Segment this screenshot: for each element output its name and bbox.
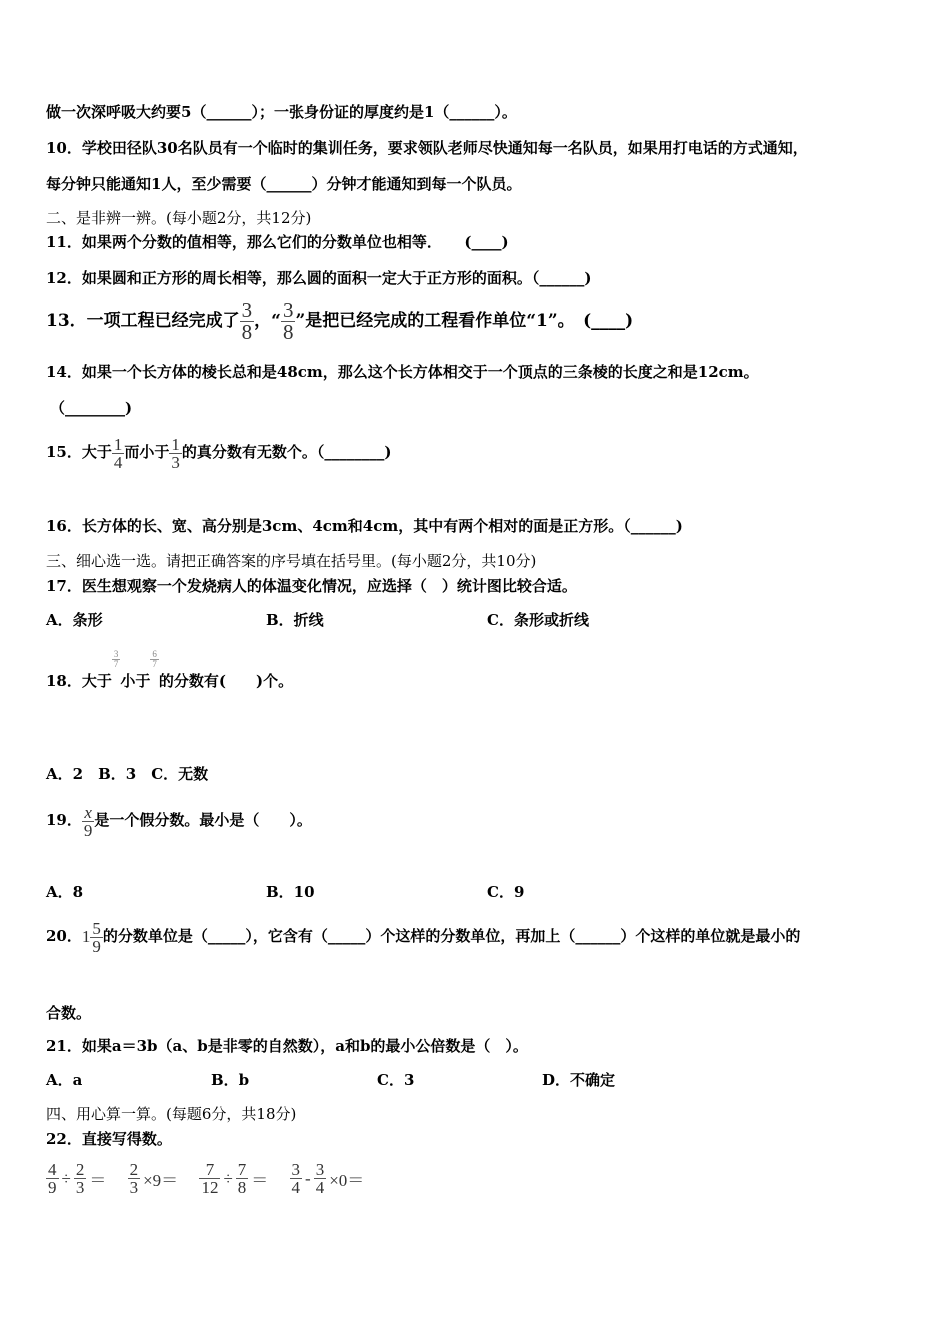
question-20 [46,914,800,959]
q15-suffix: 的真分数有无数个。（________) [181,443,392,461]
q17-option-a: A．条形 [46,611,103,629]
q18-fraction-2: $\frac{6}{7}$ [152,649,157,669]
question-20-line2: 合数。 [46,1004,92,1022]
question-21: 21．如果a＝3b（a、b是非零的自然数），a和b的最小公倍数是（ ）。 [46,1037,528,1055]
question-18 [46,649,294,710]
q18-suffix: 的分数有( )个。 [158,672,294,690]
q18-options: A．2 B．3 C．无数 [46,765,209,783]
question-17: 17．医生想观察一个发烧病人的体温变化情况，应选择（ ）统计图比较合适。 [46,577,577,595]
q18-fraction-1: $\frac{3}{7}$ [113,649,119,669]
q21-option-c: C．3 [377,1071,415,1089]
calc-item-2: $\frac{2}{3}$ ×9＝ [129,1160,179,1197]
q17-option-c: C．条形或折线 [487,611,589,629]
calculation-row [46,1160,381,1196]
question-22: 22．直接写得数。 [46,1130,172,1148]
question-11: 11．如果两个分数的值相等，那么它们的分数单位也相等． (____) [46,233,509,251]
q13-suffix: ”是把已经完成的工程看作单位“1”。 (____) [295,311,634,331]
q17-option-b: B．折线 [266,611,324,629]
q13-mid: ，“ [254,311,281,331]
q15-fraction-2: $\frac{1}{3}$ [171,434,180,472]
q19-option-c: C．9 [487,883,525,901]
q21-option-b: B．b [211,1071,250,1089]
section-3-heading: 三、细心选一选。请把正确答案的序号填在括号里。(每小题2分，共10分) [46,552,537,570]
q21-option-d: D．不确定 [542,1071,616,1089]
q13-fraction-2: $\frac{3}{8}$ [282,298,294,344]
q19-option-b: B．10 [266,883,315,901]
q20-mixed-number: 1 $\frac{5}{9}$ [81,918,101,956]
calc-item-1: $\frac{4}{9}$ ÷ $\frac{2}{3}$ ＝ [48,1160,107,1197]
q15-fraction-1: $\frac{1}{4}$ [113,434,123,472]
q19-suffix: 是一个假分数。最小是（ ）。 [94,811,312,829]
question-13 [46,300,633,343]
q20-prefix: 20． [46,927,82,945]
q21-option-a: A．a [46,1071,83,1089]
question-10-line1: 10．学校田径队30名队员有一个临时的集训任务，要求领队老师尽快通知每一名队员，如果用打电话的方式通知， [46,139,808,157]
question-15 [46,432,392,472]
section-2-heading: 二、是非辨一辨。(每小题2分，共12分) [46,209,312,227]
q20-suffix: 的分数单位是（_____），它含有（_____）个这样的分数单位，再加上（______）个这样的单位就是最小的 [102,927,801,945]
question-19 [46,798,312,842]
question-14-line2: （________) [50,399,133,417]
question-12: 12．如果圆和正方形的周长相等，那么圆的面积一定大于正方形的面积。（______) [46,269,592,287]
calc-item-4: $\frac{3}{4}$ - $\frac{3}{4}$ ×0＝ [291,1160,365,1197]
question-9-continuation: 做一次深呼吸大约要5（______）；一张身份证的厚度约是1（______）。 [46,103,517,121]
question-14-line1: 14．如果一个长方体的棱长总和是48cm，那么这个长方体相交于一个顶点的三条棱的长度之和是12cm。 [46,363,759,381]
q15-mid: 而小于 [124,443,170,461]
q18-mid: 小于 [120,672,151,690]
q13-fraction-1: $\frac{3}{8}$ [241,298,253,344]
calc-item-3: $\frac{7}{12}$ ÷ $\frac{7}{8}$ ＝ [201,1160,269,1197]
q19-prefix: 19． [46,811,82,829]
question-16: 16．长方体的长、宽、高分别是3cm、4cm和4cm，其中有两个相对的面是正方形。（______) [46,517,683,535]
q13-prefix: 13．一项工程已经完成了 [46,311,240,331]
q19-fraction: $\frac{x}{9}$ [83,802,93,840]
question-10-line2: 每分钟只能通知1人，至少需要（______）分钟才能通知到每一个队员。 [46,175,522,193]
section-4-heading: 四、用心算一算。(每题6分，共18分) [46,1105,297,1123]
q18-prefix: 18．大于 [46,672,112,690]
q15-prefix: 15．大于 [46,443,112,461]
q19-option-a: A．8 [46,883,84,901]
